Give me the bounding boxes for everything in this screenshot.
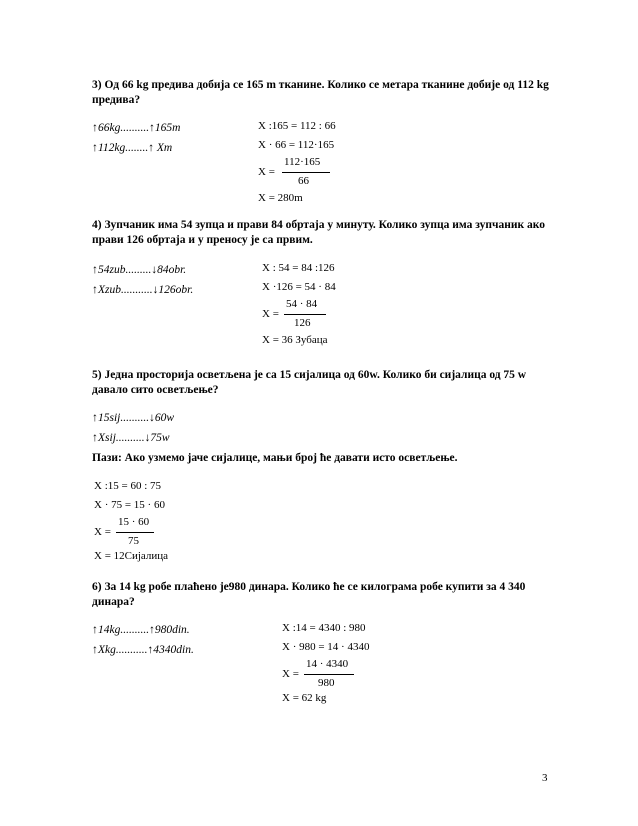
problem-6-given [92, 620, 194, 660]
fraction-numerator: 54 · 84 [286, 298, 318, 310]
given-line-2: ↑Xkg...........↑4340din. [92, 642, 194, 656]
problem-5-given [92, 408, 174, 448]
arrow-up-icon: ↑ [92, 642, 98, 656]
problem-3-given [92, 118, 180, 158]
given-line-1: ↑14kg..........↑980din. [92, 622, 190, 636]
equation-result: X = 36 Зубаца [262, 334, 328, 346]
problem-5-heading: 5) Једна просторија осветљена је са 15 сијалица од 60w. Колико би сијалица од 75 w давало сито осветљење? [92, 369, 527, 396]
equation-line: X : 54 = 84 :126 [262, 262, 335, 274]
fraction-bar [284, 314, 326, 315]
given-line-1: ↑66kg..........↑165m [92, 120, 181, 134]
fraction-numerator: 14 · 4340 [306, 658, 349, 670]
equation-line: X :15 = 60 : 75 [94, 480, 162, 492]
given-line-2: ↑112kg........↑ Xm [92, 140, 173, 154]
equation-line: X ·126 = 54 · 84 [262, 281, 336, 293]
fraction-lhs: X = [262, 308, 279, 320]
equation-line: X · 980 = 14 · 4340 [282, 641, 370, 653]
given-line-2: ↑Xsij..........↓75w [92, 430, 170, 444]
problem-4-given [92, 260, 193, 300]
equation-line: X · 75 = 15 · 60 [94, 499, 165, 511]
arrow-up-icon: ↑ [92, 140, 98, 154]
arrow-up-icon: ↑ [92, 430, 98, 444]
fraction-denominator: 980 [318, 677, 335, 689]
arrow-up-icon: ↑ [92, 410, 98, 424]
warning-note: Пази: Ако узмемо јаче сијалице, мањи број ће давати исто осветљење. [92, 452, 458, 464]
page-number: 3 [542, 772, 548, 784]
arrow-up-icon: ↑ [92, 120, 98, 134]
equation-line: X :14 = 4340 : 980 [282, 622, 366, 634]
fraction-denominator: 75 [128, 535, 139, 547]
given-line-2: ↑Xzub...........↓126obr. [92, 282, 194, 296]
problem-3-heading: 3) Од 66 kg предива добија се 165 m тканине. Колико се метара тканине добије од 112 kg предива? [92, 79, 549, 106]
equation-result: X = 280m [258, 192, 303, 204]
fraction-lhs: X = [282, 668, 299, 680]
equation-result: X = 12Сијалица [94, 550, 169, 562]
given-line-1: ↑54zub.........↓84obr. [92, 262, 187, 276]
fraction-lhs: X = [94, 526, 111, 538]
arrow-up-icon: ↑ [92, 282, 98, 296]
fraction-numerator: 112·165 [284, 156, 321, 168]
arrow-up-icon: ↑ [92, 262, 98, 276]
fraction-lhs: X = [258, 166, 275, 178]
fraction-denominator: 66 [298, 175, 309, 187]
fraction-bar [304, 674, 354, 675]
problem-4-heading: 4) Зупчаник има 54 зупца и прави 84 обртаја у минуту. Колико зупца има зупчаник ако прави 126 обртаја и у преносу је са првим. [92, 219, 545, 246]
arrow-up-icon: ↑ [92, 622, 98, 636]
fraction-numerator: 15 · 60 [118, 516, 150, 528]
fraction-bar [116, 532, 154, 533]
equation-result: X = 62 kg [282, 692, 327, 704]
fraction-bar [282, 172, 330, 173]
given-line-1: ↑15sij..........↓60w [92, 410, 175, 424]
problem-6-heading: 6) За 14 kg робе плаћено је980 динара. Колико ће се килограма робе купити за 4 340 динара? [92, 581, 526, 608]
equation-line: X :165 = 112 : 66 [258, 120, 336, 132]
equation-line: X · 66 = 112·165 [258, 139, 335, 151]
fraction-denominator: 126 [294, 317, 311, 329]
